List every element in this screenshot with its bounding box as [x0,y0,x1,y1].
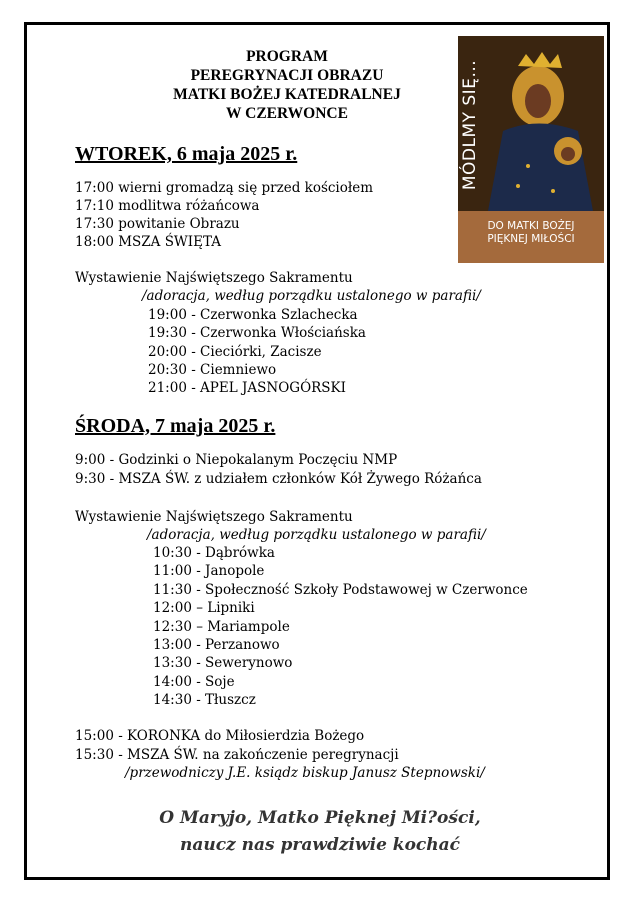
madonna-image [458,36,604,263]
adoration-item: 11:00 - Janopole [153,563,265,579]
adoration-item: 11:30 - Społeczność Szkoły Podstawowej w Czerwonce [153,582,528,598]
caption-line: DO MATKI BOŻEJ [487,220,575,232]
image-caption [458,220,604,246]
adoration-item: 13:30 - Sewerynowo [153,655,293,671]
title-line: MATKI BOŻEJ KATEDRALNEJ [173,86,401,103]
adoration-item: 20:30 - Ciemniewo [148,362,277,378]
schedule-item: 15:00 - KORONKA do Miłosierdzia Bożego [75,728,365,744]
document-title [127,47,447,123]
page-border [24,22,610,880]
closing-prayer-line: naucz nas prawdziwie kochać [179,835,461,855]
schedule-item: 9:00 - Godzinki o Niepokalanym Poczęciu NMP [75,452,398,468]
schedule-item: 18:00 MSZA ŚWIĘTA [75,234,222,250]
schedule-item: 17:00 wierni gromadzą się przed kościołem [75,180,374,196]
schedule-item: 9:30 - MSZA ŚW. z udziałem członków Kół Żywego Różańca [75,471,482,487]
schedule-item: 15:30 - MSZA ŚW. na zakończenie peregrynacji [75,747,399,763]
adoration-item: 19:00 - Czerwonka Szlachecka [148,307,358,323]
day1-heading: WTOREK, 6 maja 2025 r. [75,143,298,165]
adoration-item: 14:00 - Soje [153,674,235,690]
adoration-item: 20:00 - Cieciórki, Zacisze [148,344,322,360]
adoration-item: 13:00 - Perzanowo [153,637,280,653]
adoration-item: 12:30 – Mariampole [153,619,290,635]
adoration-note: /adoracja, według porządku ustalonego w parafii/ [147,527,486,543]
title-line: PEREGRYNACJI OBRAZU [190,67,384,84]
adoration-title: Wystawienie Najświętszego Sakramentu [75,270,353,286]
adoration-item: 12:00 – Lipniki [153,600,255,616]
presider-note: /przewodniczy J.E. ksiądz biskup Janusz Stepnowski/ [125,765,485,781]
caption-line: PIĘKNEJ MIŁOŚCI [487,233,575,245]
day2-heading: ŚRODA, 7 maja 2025 r. [75,415,276,437]
adoration-item: 10:30 - Dąbrówka [153,545,275,561]
closing-prayer-line: O Maryjo, Matko Pięknej Mi?ości, [159,808,481,828]
schedule-item: 17:10 modlitwa różańcowa [75,198,260,214]
adoration-note: /adoracja, według porządku ustalonego w parafii/ [142,288,481,304]
image-vertical-text: MÓDLMY SIĘ... [460,59,480,191]
adoration-item: 19:30 - Czerwonka Włościańska [148,325,366,341]
adoration-item: 14:30 - Tłuszcz [153,692,256,708]
adoration-item: 21:00 - APEL JASNOGÓRSKI [148,380,346,396]
title-line: W CZERWONCE [226,105,348,122]
title-line: PROGRAM [246,48,328,65]
adoration-title: Wystawienie Najświętszego Sakramentu [75,509,353,525]
schedule-item: 17:30 powitanie Obrazu [75,216,240,232]
